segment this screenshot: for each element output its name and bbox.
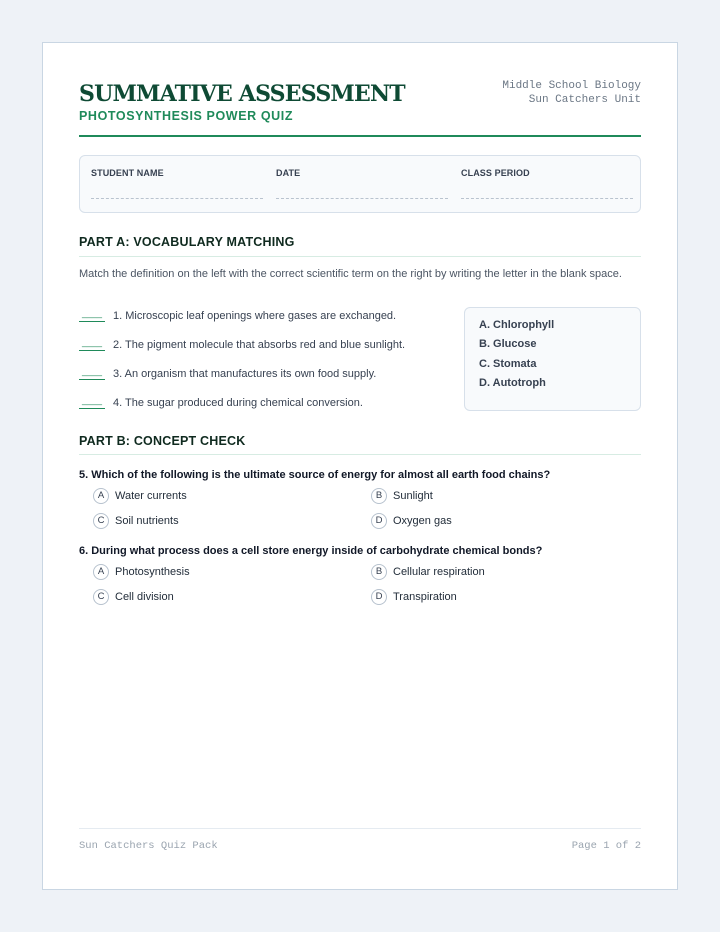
option-circle[interactable]: A <box>93 564 109 580</box>
answer-option[interactable] <box>371 589 457 607</box>
footer-pack-name: Sun Catchers Quiz Pack <box>79 840 218 852</box>
option-circle[interactable]: B <box>371 564 387 580</box>
class-period-label: CLASS PERIOD <box>461 168 530 178</box>
answer-option[interactable] <box>371 488 433 506</box>
term-option: A. Chlorophyll <box>479 319 555 331</box>
part-b-divider <box>79 454 641 455</box>
date-field[interactable] <box>276 168 448 199</box>
answer-blank[interactable]: ____ <box>79 337 105 351</box>
option-text: Cell division <box>115 591 174 603</box>
answer-option[interactable] <box>93 513 179 531</box>
part-b-heading: PART B: CONCEPT CHECK <box>79 434 246 448</box>
question-6: 6. During what process does a cell store energy inside of carbohydrate chemical bonds? <box>79 545 543 557</box>
answer-blank[interactable]: ____ <box>79 308 105 322</box>
unit-name: Sun Catchers Unit <box>528 94 641 106</box>
option-text: Sunlight <box>393 490 433 502</box>
matching-item-text: 1. Microscopic leaf openings where gases are exchanged. <box>113 310 397 322</box>
answer-option[interactable] <box>93 589 174 607</box>
option-circle[interactable]: D <box>371 589 387 605</box>
header-divider <box>79 135 641 137</box>
option-text: Photosynthesis <box>115 566 190 578</box>
page-subtitle: PHOTOSYNTHESIS POWER QUIZ <box>79 109 294 123</box>
student-name-line[interactable] <box>91 198 263 199</box>
term-option: D. Autotroph <box>479 377 546 389</box>
question-5: 5. Which of the following is the ultimate source of energy for almost all earth food chains? <box>79 469 551 481</box>
term-bank <box>464 307 641 411</box>
student-name-label: STUDENT NAME <box>91 168 164 178</box>
class-period-line[interactable] <box>461 198 633 199</box>
part-a-instructions: Match the definition on the left with the correct scientific term on the right by writing the letter in the blank space. <box>79 268 622 280</box>
page-title: SUMMATIVE ASSESSMENT <box>79 81 405 107</box>
page-number: Page 1 of 2 <box>571 840 641 852</box>
matching-item-text: 2. The pigment molecule that absorbs red and blue sunlight. <box>113 339 406 351</box>
page-content <box>79 43 641 889</box>
option-circle[interactable]: D <box>371 513 387 529</box>
course-meta <box>502 79 641 107</box>
part-a-heading: PART A: VOCABULARY MATCHING <box>79 235 295 249</box>
option-text: Transpiration <box>393 591 457 603</box>
student-name-field[interactable] <box>91 168 263 199</box>
option-circle[interactable]: B <box>371 488 387 504</box>
term-option: C. Stomata <box>479 358 537 370</box>
option-circle[interactable]: C <box>93 589 109 605</box>
option-circle[interactable]: A <box>93 488 109 504</box>
option-circle[interactable]: C <box>93 513 109 529</box>
date-label: DATE <box>276 168 301 178</box>
answer-blank[interactable]: ____ <box>79 366 105 380</box>
matching-item-text: 4. The sugar produced during chemical conversion. <box>113 397 363 409</box>
matching-item <box>79 308 439 322</box>
student-info-box <box>79 155 641 213</box>
part-a-divider <box>79 256 641 257</box>
option-text: Cellular respiration <box>393 566 485 578</box>
answer-option[interactable] <box>93 564 190 582</box>
class-period-field[interactable] <box>461 168 633 199</box>
date-line[interactable] <box>276 198 448 199</box>
answer-option[interactable] <box>371 564 485 582</box>
page-header <box>79 79 641 137</box>
option-text: Oxygen gas <box>393 515 452 527</box>
answer-blank[interactable]: ____ <box>79 395 105 409</box>
option-text: Soil nutrients <box>115 515 179 527</box>
course-name: Middle School Biology <box>502 80 641 92</box>
option-text: Water currents <box>115 490 187 502</box>
matching-item <box>79 337 439 351</box>
answer-option[interactable] <box>93 488 187 506</box>
matching-item <box>79 366 439 380</box>
quiz-page <box>42 42 678 890</box>
footer-divider <box>79 828 641 829</box>
matching-item-text: 3. An organism that manufactures its own food supply. <box>113 368 377 380</box>
answer-option[interactable] <box>371 513 452 531</box>
term-option: B. Glucose <box>479 338 537 350</box>
matching-item <box>79 395 439 409</box>
